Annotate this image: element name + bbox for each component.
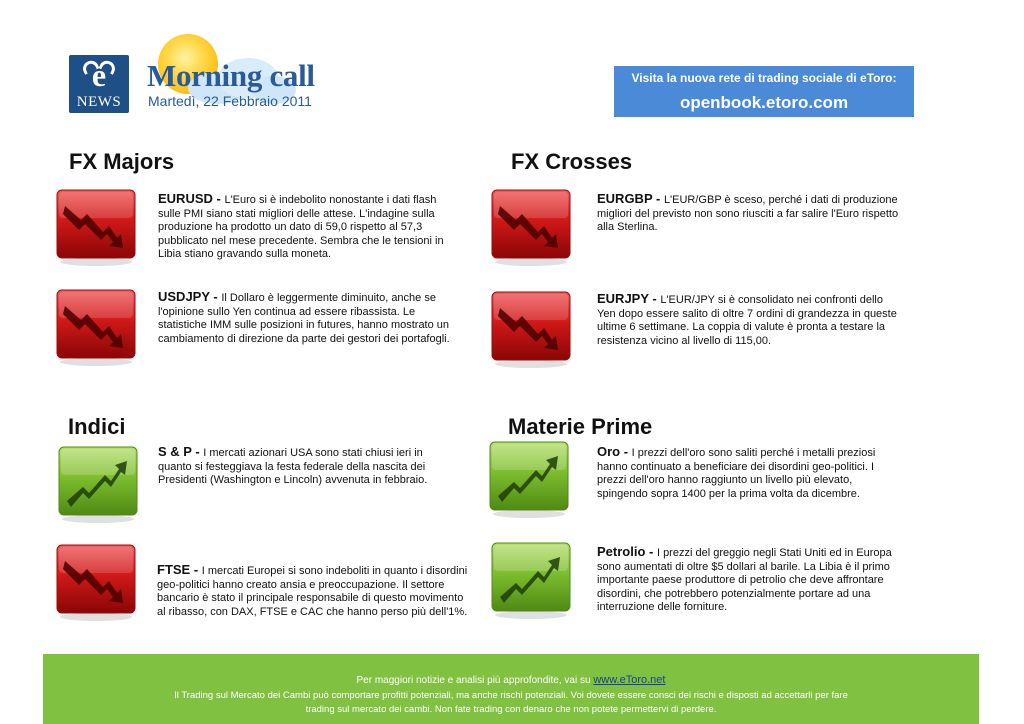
item-title: EURJPY - [597,291,661,306]
logo-text: NEWS [76,94,122,110]
item-eurjpy [597,292,897,348]
item-usdjpy [158,290,466,346]
footer-prefix: Per maggiori notizie e analisi più approfondite, vai su [356,675,594,686]
section-materie-prime: Materie Prime [508,414,653,439]
trend-down-icon [55,188,137,268]
openbook-banner[interactable] [614,66,914,117]
item-title: EURGBP - [597,191,664,206]
logo-letter: e [91,57,107,93]
item-oro [597,445,902,501]
section-indici: Indici [68,414,126,439]
item-text: L'Euro si è indebolito nonostante i dati flash sulle PMI siano stati migliori delle attese. L'indagine sulla produzione ha prodotto un dato di 59,0 rispetto al 57,3 pubblicato nel mese precedente. Sembra che le tensioni in Libia stiano gravando sulla moneta. [158,194,444,261]
trend-down-icon [490,188,572,268]
etoro-news-logo [69,55,129,113]
banner-link[interactable]: openbook.etoro.com [679,93,849,112]
item-text: I mercati azionari USA sono stati chiusi ieri in quanto si festeggiava la festa federale della nascita dei Presidenti (Washington e Lincoln) avvenuta in febbraio. [158,447,428,487]
trend-down-icon [55,543,137,623]
trend-down-icon [55,288,137,368]
item-text: I prezzi del greggio negli Stati Uniti ed in Europa sono aumentati di oltre $5 dollari al barile. La Libia è il primo importante paese produttore di petrolio che deve affrontare disordini, che potrebbero potenzialmente portare ad una interruzione delle forniture. [597,547,892,614]
trend-up-icon [488,440,570,520]
item-sp [158,445,458,488]
item-title: FTSE - [157,562,202,577]
page-title: Morning call [147,58,315,93]
section-fx-majors: FX Majors [69,149,175,174]
item-text: L'EUR/JPY si è consolidato nei confronti dello Yen dopo essere salito di oltre 7 ordini di grandezza in queste ultime 6 settimane. La coppia di valute è pronta a testare la resistenza vicino al livello di 115,00. [597,294,897,347]
item-ftse [157,563,469,619]
item-title: Oro - [597,444,632,459]
item-eurgbp [597,192,915,235]
trend-down-icon [490,290,572,370]
item-eurusd [158,192,458,262]
item-petrolio [597,545,912,615]
footer [43,654,979,724]
banner-line1: Visita la nuova rete di trading sociale di eToro: [631,71,897,85]
footer-line1 [43,674,979,686]
item-title: S & P - [158,444,204,459]
trend-up-icon [57,445,139,525]
item-title: Petrolio - [597,544,657,559]
footer-link[interactable]: www.eToro.net [593,674,666,686]
page-date: Martedì, 22 Febbraio 2011 [148,93,312,109]
item-text: L'EUR/GBP è sceso, perché i dati di produzione migliori del previsto non sono riusciti a far salire l'Euro rispetto alla Sterlina. [597,194,899,234]
footer-disclaimer: Il Trading sul Mercato dei Cambi può comportare profitti potenziali, ma anche rischi potenziali. Voi dovete essere consci dei rischi e disposti ad accettarli per fare trading sul mercato dei cambi. Non fate trading con denaro che non potete permettervi di perdere. [174,690,848,715]
trend-up-icon [490,541,572,621]
item-text: Il Dollaro è leggermente diminuito, anche se l'opinione sullo Yen continua ad essere ribassista. Le statistiche IMM sulle posizioni in futures, hanno mostrato un cambiamento di direzione da parte dei gestori dei portafogli. [158,292,450,345]
item-text: I prezzi dell'oro sono saliti perché i metalli preziosi hanno continuato a beneficiare dei disordini geo-politici. I prezzi dell'oro hanno raggiunto un livello più elevato, spingendo sopra 1400 per la prima volta da dicembre. [597,447,876,500]
item-text: I mercati Europei si sono indeboliti in quanto i disordini geo-politici hanno creato ansia e preoccupazione. Il settore bancario è stato il principale responsabile di questo movimento al ribasso, con DAX, FTSE e CAC che hanno perso più dell'1%. [157,565,468,618]
item-title: USDJPY - [158,289,222,304]
item-title: EURUSD - [158,191,225,206]
section-fx-crosses: FX Crosses [511,149,633,174]
